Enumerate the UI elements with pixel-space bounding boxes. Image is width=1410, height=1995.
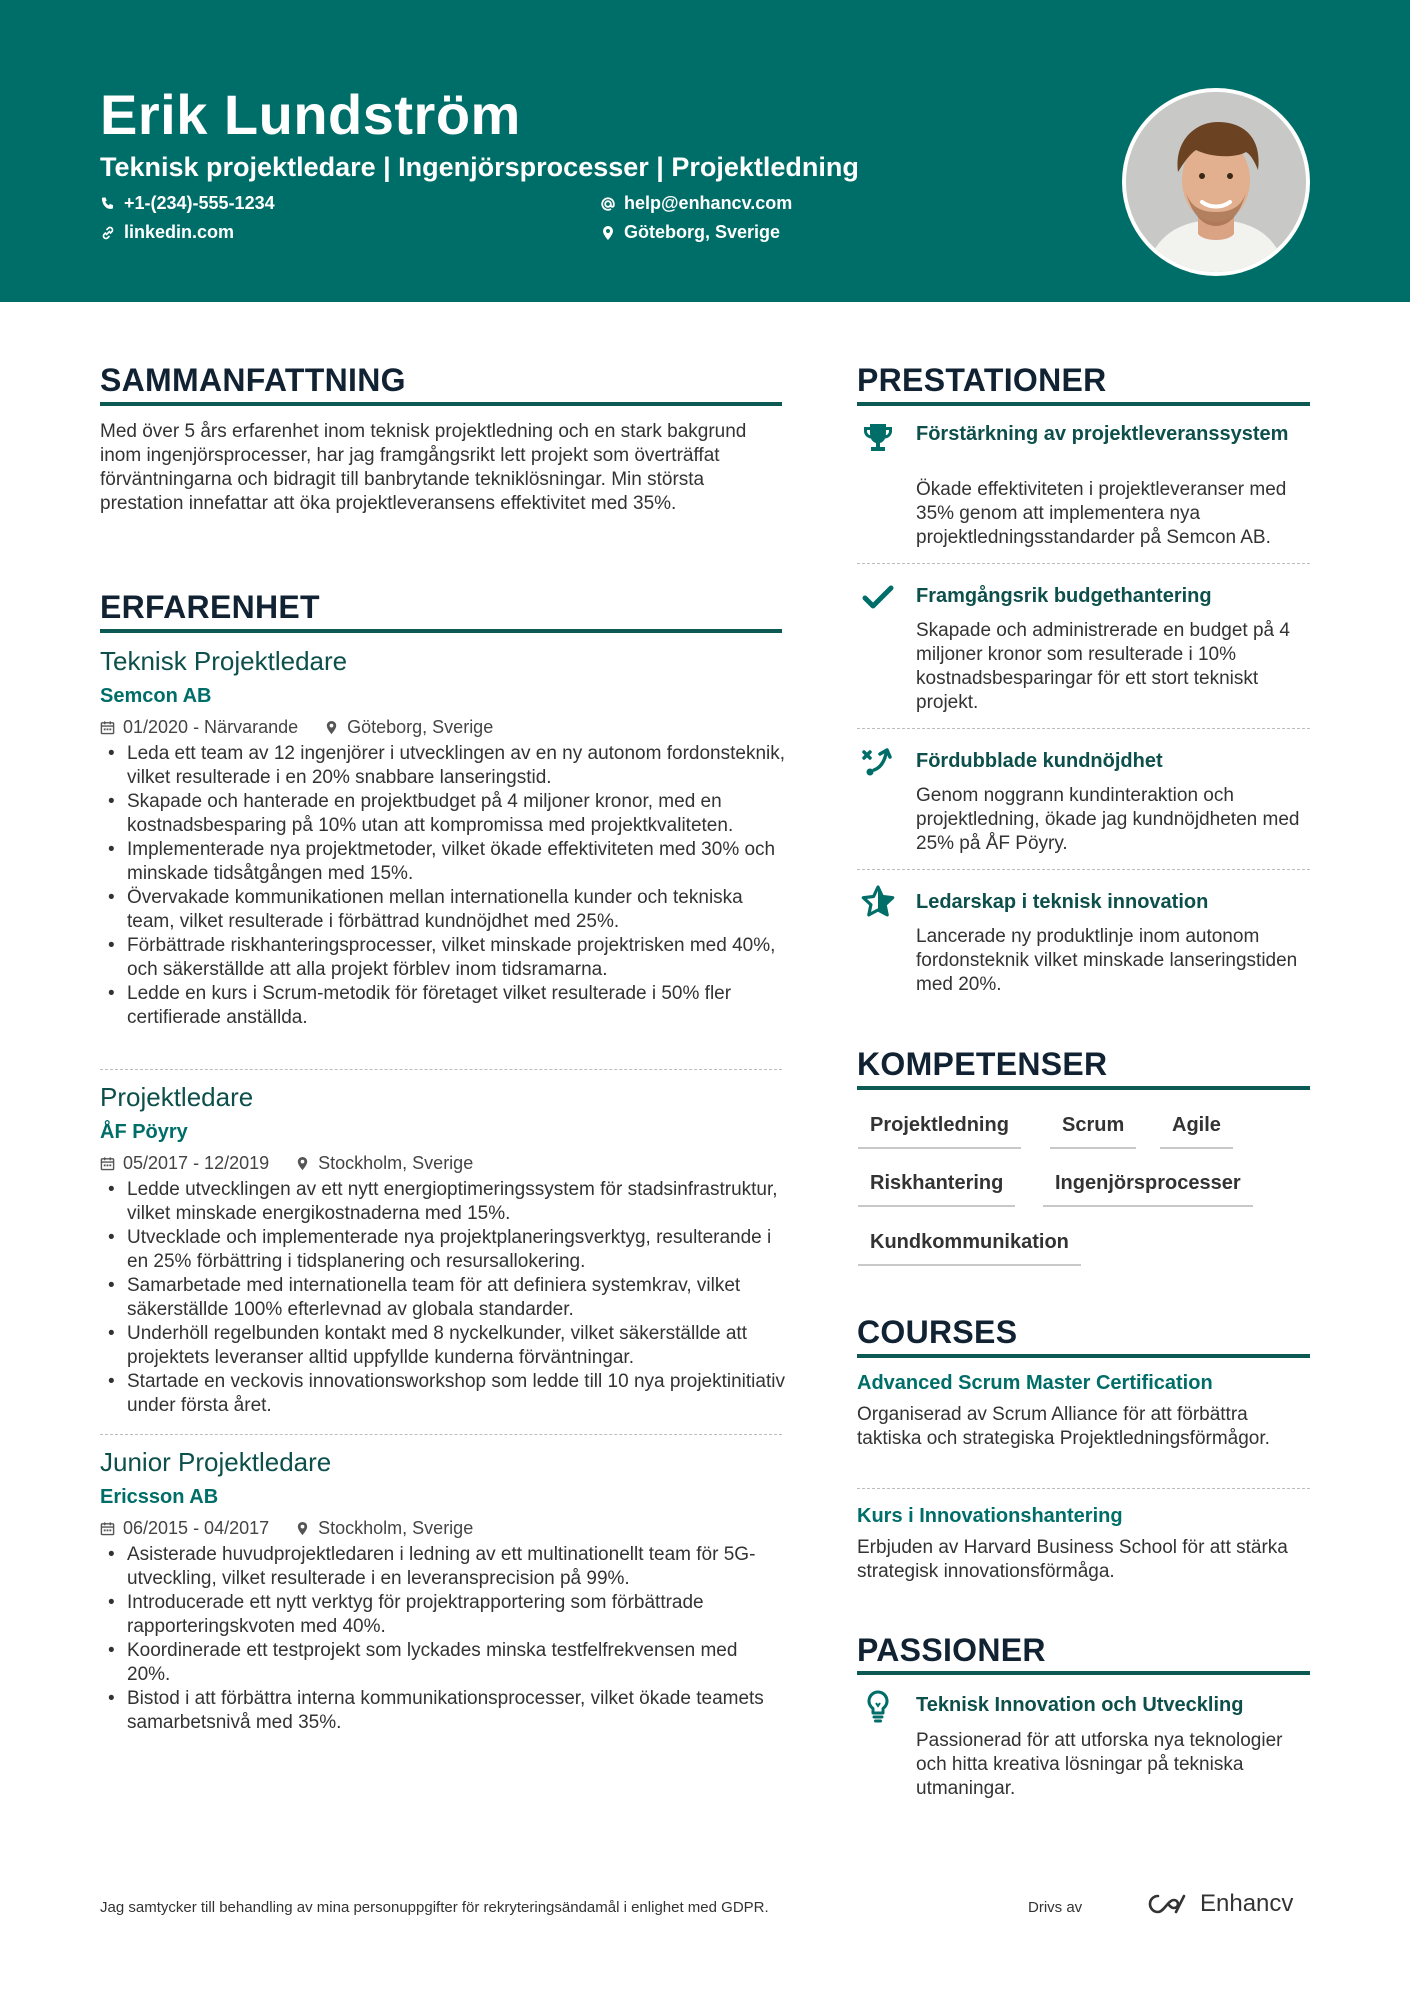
powered-by-label: Drivs av: [1028, 1899, 1083, 1916]
list-item: • Ledde en kurs i Scrum-metodik för företaget vilket resulterade i 50% fler certifierade anställda.: [100, 982, 785, 1030]
link-icon: [100, 225, 116, 241]
skill-tag: Ingenjörsprocesser: [1043, 1172, 1253, 1207]
job-meta: [100, 1518, 473, 1539]
job-meta: [100, 1153, 473, 1174]
list-item: • Skapade och hanterade en projektbudget på 4 miljoner kronor, med en kostnadsbesparing på 10% utan att kompromissa med projektkvaliteten.: [100, 790, 785, 838]
calendar-icon: [100, 1521, 115, 1536]
section-title-summary: SAMMANFATTNING: [100, 362, 406, 398]
enhancv-logo-icon: [1146, 1892, 1192, 1916]
achievement-desc: Ökade effektiviteten i projektleveranser med 35% genom att implementera nya projektledningsstandarder på Semcon AB.: [916, 479, 1287, 548]
contact-linkedin[interactable]: [100, 222, 234, 243]
list-item: • Bistod i att förbättra interna kommunikationsprocesser, vilket ökade teamets samarbetsnivå med 35%.: [100, 1687, 785, 1735]
course-separator: [857, 1488, 1310, 1489]
job-meta: [100, 717, 493, 738]
profile-photo: [1122, 88, 1310, 276]
section-divider: [857, 1354, 1310, 1358]
course-title: Kurs i Innovationshantering: [857, 1505, 1123, 1527]
job-dates: 05/2017 - 12/2019: [123, 1153, 270, 1173]
achievement-separator: [857, 563, 1310, 564]
section-divider: [857, 402, 1310, 406]
list-item: • Koordinerade ett testprojekt som lyckades minska testfelfrekvensen med 20%.: [100, 1639, 785, 1687]
course-desc: Organiserad av Scrum Alliance för att förbättra taktiska och strategiska Projektledningsförmågor.: [857, 1404, 1270, 1449]
list-item: • Utvecklade och implementerade nya projektplaneringsverktyg, resulterande i en 25% förbättring i tidsplanering och resursallokering.: [100, 1226, 785, 1274]
contact-phone-text: +1-(234)-555-1234: [124, 193, 275, 213]
checkmark-icon: [860, 580, 896, 616]
list-item: • Implementerade nya projektmetoder, vilket ökade effektiviteten med 30% och minskade tidsåtgången med 15%.: [100, 838, 785, 886]
achievement-title: Förstärkning av projektleveranssystem: [916, 423, 1289, 445]
contact-location: [600, 222, 780, 243]
job-company: ÅF Pöyry: [100, 1121, 188, 1143]
contact-linkedin-text: linkedin.com: [124, 222, 235, 242]
section-divider: [100, 629, 782, 633]
job-company: Semcon AB: [100, 685, 212, 707]
candidate-title: Teknisk projektledare | Ingenjörsprocesser | Projektledning: [100, 152, 859, 182]
achievement-desc: Genom noggrann kundinteraktion och projektledning, ökade jag kundnöjdheten med 25% på ÅF Pöyry.: [916, 785, 1300, 854]
contact-phone[interactable]: [100, 193, 275, 214]
section-divider: [857, 1086, 1310, 1090]
list-item: • Underhöll regelbunden kontakt med 8 nyckelkunder, vilket säkerställde att projektets leveranser alltid uppfyllde kunderna förväntningar.: [100, 1322, 785, 1370]
job-title: Projektledare: [100, 1082, 254, 1112]
skill-tag: Kundkommunikation: [858, 1231, 1081, 1266]
job-bullets: [100, 1543, 785, 1735]
section-divider: [857, 1671, 1310, 1675]
lightbulb-icon: [860, 1688, 896, 1724]
candidate-name: Erik Lundström: [100, 83, 521, 146]
passion-desc: Passionerad för att utforska nya teknologier och hitta kreativa lösningar på tekniska utmaningar.: [916, 1730, 1283, 1799]
job-dates: 06/2015 - 04/2017: [123, 1518, 270, 1538]
job-company: Ericsson AB: [100, 1486, 219, 1508]
achievement-title: Fördubblade kundnöjdhet: [916, 750, 1163, 772]
contact-email[interactable]: [600, 193, 792, 214]
list-item: • Asisterade huvudprojektledaren i ledning av ett multinationellt team för 5G-utveckling, vilket resulterade i en leveransprecision på 99%.: [100, 1543, 785, 1591]
contact-location-text: Göteborg, Sverige: [624, 222, 781, 242]
skill-tag: Scrum: [1050, 1114, 1136, 1149]
job-separator: [100, 1069, 782, 1070]
list-item: • Ledde utvecklingen av ett nytt energioptimeringssystem för stadsinfrastruktur, vilket minskade energikostnaderna med 15%.: [100, 1178, 785, 1226]
trophy-icon: [860, 420, 896, 456]
header-banner: [0, 0, 1410, 302]
list-item: • Introducerade ett nytt verktyg för projektrapportering som förbättrade rapporteringskvoten med 40%.: [100, 1591, 785, 1639]
phone-icon: [100, 196, 116, 212]
job-bullets: [100, 742, 785, 1030]
job-location: Göteborg, Sverige: [347, 717, 494, 737]
job-dates: 01/2020 - Närvarande: [123, 717, 299, 737]
list-item: • Samarbetade med internationella team för att definiera systemkrav, vilket säkerställde 100% efterlevnad av globala standarder.: [100, 1274, 785, 1322]
skill-tag: Riskhantering: [858, 1172, 1015, 1207]
job-location: Stockholm, Sverige: [318, 1153, 474, 1173]
job-title: Teknisk Projektledare: [100, 646, 348, 676]
achievement-title: Framgångsrik budgethantering: [916, 585, 1212, 607]
achievement-separator: [857, 728, 1310, 729]
location-pin-icon: [324, 720, 339, 735]
calendar-icon: [100, 720, 115, 735]
list-item: • Övervakade kommunikationen mellan internationella kunder och tekniska team, vilket resulterade i förbättrad kundnöjdhet med 25%.: [100, 886, 785, 934]
passion-title: Teknisk Innovation och Utveckling: [916, 1694, 1244, 1716]
enhancv-logo[interactable]: [1146, 1890, 1293, 1918]
contact-email-text: help@enhancv.com: [624, 193, 793, 213]
job-separator: [100, 1434, 782, 1435]
list-item: • Förbättrade riskhanteringsprocesser, vilket minskade projektrisken med 40%, och säkerställde att alla projekt förblev inom tidsramarna.: [100, 934, 785, 982]
list-item: • Leda ett team av 12 ingenjörer i utvecklingen av en ny autonom fordonsteknik, vilket resulterade i en 20% snabbare lanseringstid.: [100, 742, 785, 790]
achievement-desc: Skapade och administrerade en budget på 4 miljoner kronor som resulterade i 10% kostnadsbesparingar för ett stort tekniskt projekt.: [916, 620, 1290, 713]
summary-text: Med över 5 års erfarenhet inom teknisk projektledning och en stark bakgrund inom ingenjörsprocesser, har jag framgångsrikt lett projekt som överträffat förväntningarna och bidragit till banbrytande tekniklösningar. Min största prestation innefattar att öka projektleveransens effektivitet med 35%.: [100, 421, 747, 514]
skill-tag: Agile: [1160, 1114, 1233, 1149]
location-pin-icon: [295, 1521, 310, 1536]
achievement-separator: [857, 869, 1310, 870]
at-icon: [600, 196, 616, 212]
list-item: • Startade en veckovis innovationsworkshop som ledde till 10 nya projektinitiativ under första året.: [100, 1370, 785, 1418]
section-title-achievements: PRESTATIONER: [857, 362, 1107, 398]
section-title-courses: COURSES: [857, 1314, 1018, 1350]
course-desc: Erbjuden av Harvard Business School för att stärka strategisk innovationsförmåga.: [857, 1537, 1288, 1582]
skill-tag: Projektledning: [858, 1114, 1021, 1149]
strategy-icon: [860, 744, 896, 780]
enhancv-logo-text: Enhancv: [1200, 1890, 1294, 1917]
calendar-icon: [100, 1156, 115, 1171]
job-title: Junior Projektledare: [100, 1447, 332, 1477]
star-icon: [860, 884, 896, 920]
location-pin-icon: [295, 1156, 310, 1171]
location-pin-icon: [600, 225, 616, 241]
section-title-passions: PASSIONER: [857, 1632, 1046, 1668]
achievement-title: Ledarskap i teknisk innovation: [916, 891, 1209, 913]
job-bullets: [100, 1178, 785, 1418]
achievement-desc: Lancerade ny produktlinje inom autonom fordonsteknik vilket minskade lanseringstiden med 20%.: [916, 926, 1298, 995]
course-title: Advanced Scrum Master Certification: [857, 1372, 1213, 1394]
gdpr-consent: Jag samtycker till behandling av mina personuppgifter för rekryteringsändamål i enlighet med GDPR.: [100, 1899, 769, 1916]
section-title-skills: KOMPETENSER: [857, 1046, 1108, 1082]
section-divider: [100, 402, 782, 406]
job-location: Stockholm, Sverige: [318, 1518, 474, 1538]
section-title-experience: ERFARENHET: [100, 589, 320, 625]
